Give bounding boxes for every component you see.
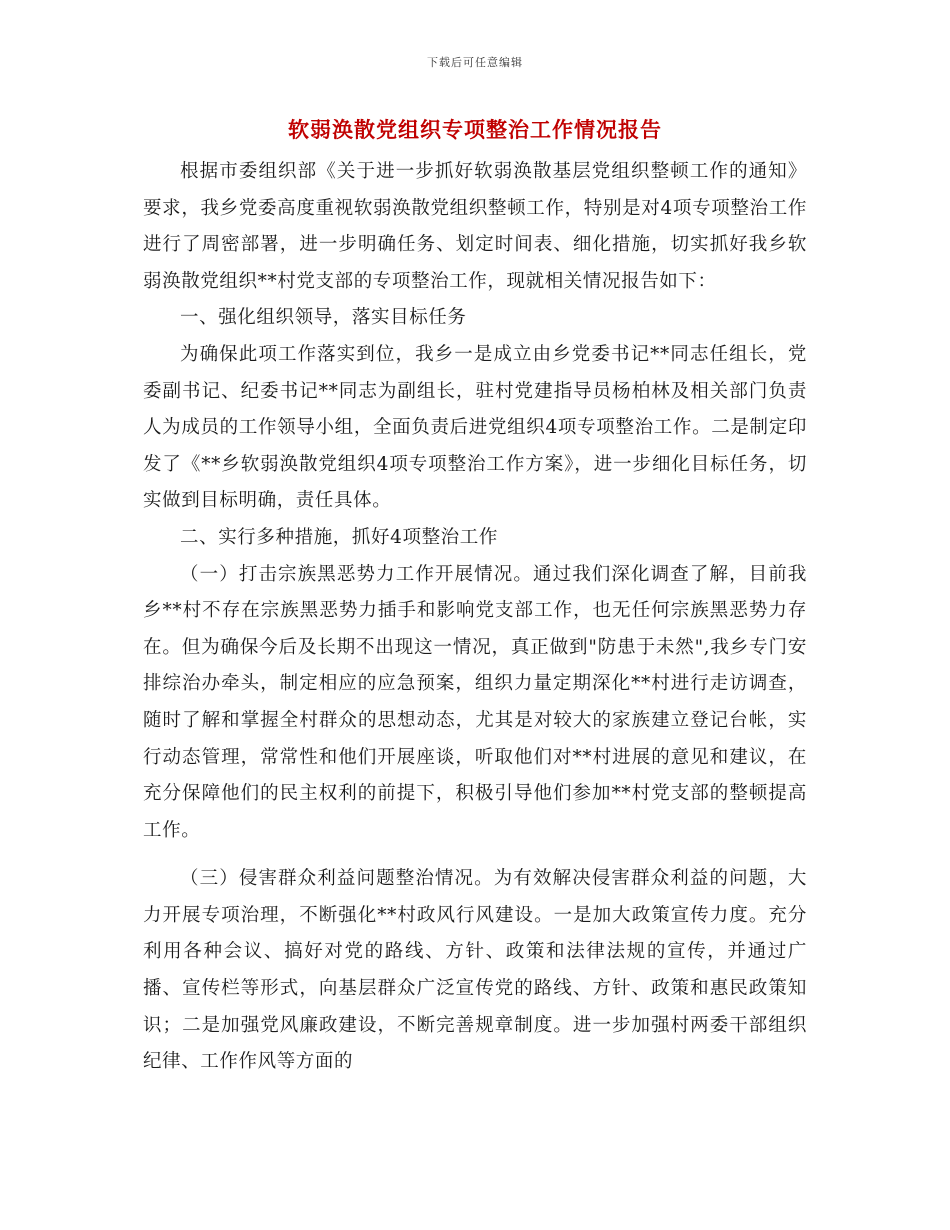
document-title: 软弱涣散党组织专项整治工作情况报告 xyxy=(288,117,662,142)
section-heading-2: 二、实行多种措施，抓好4项整治工作 xyxy=(180,526,498,548)
subsection-3-paragraph: （三）侵害群众利益问题整治情况。为有效解决侵害群众利益的问题，大力开展专项治理，不断强化**村政风行风建设。一是加大政策宣传力度。充分利用各种会议、搞好对党的路线、方针、政策和法律法规的宣传，并通过广播、宣传栏等形式，向基层群众广泛宣传党的路线、方针、政策和惠民政策知识；二是加强党风廉政建设，不断完善规章制度。进一步加强村两委干部组织纪律、工作作风等方面的 xyxy=(143,868,807,1073)
header-note: 下载后可任意编辑 xyxy=(427,56,523,69)
section-heading-1: 一、强化组织领导，落实目标任务 xyxy=(180,307,467,329)
subsection-1-paragraph: （一）打击宗族黑恶势力工作开展情况。通过我们深化调查了解，目前我乡**村不存在宗族黑恶势力插手和影响党支部工作，也无任何宗族黑恶势力存在。但为确保今后及长期不出现这一情况，真正做到"防患于未然",我乡专门安排综治办牵头，制定相应的应急预案，组织力量定期深化**村进行走访调查，随时了解和掌握全村群众的思想动态，尤其是对较大的家族建立登记台帐，实行动态管理，常常性和他们开展座谈，听取他们对**村进展的意见和建议，在充分保障他们的民主权利的前提下，积极引导他们参加**村党支部的整顿提高工作。 xyxy=(143,563,807,841)
document-body xyxy=(143,154,807,1081)
section-1-paragraph: 为确保此项工作落实到位，我乡一是成立由乡党委书记**同志任组长，党委副书记、纪委书记**同志为副组长，驻村党建指导员杨柏林及相关部门负责人为成员的工作领导小组，全面负责后进党组织4项专项整治工作。二是制定印发了《**乡软弱涣散党组织4项专项整治工作方案》，进一步细化目标任务，切实做到目标明确，责任具体。 xyxy=(143,343,807,512)
intro-paragraph: 根据市委组织部《关于进一步抓好软弱涣散基层党组织整顿工作的通知》要求，我乡党委高度重视软弱涣散党组织整顿工作，特别是对4项专项整治工作进行了周密部署，进一步明确任务、划定时间表、细化措施，切实抓好我乡软弱涣散党组织**村党支部的专项整治工作，现就相关情况报告如下： xyxy=(143,161,807,292)
